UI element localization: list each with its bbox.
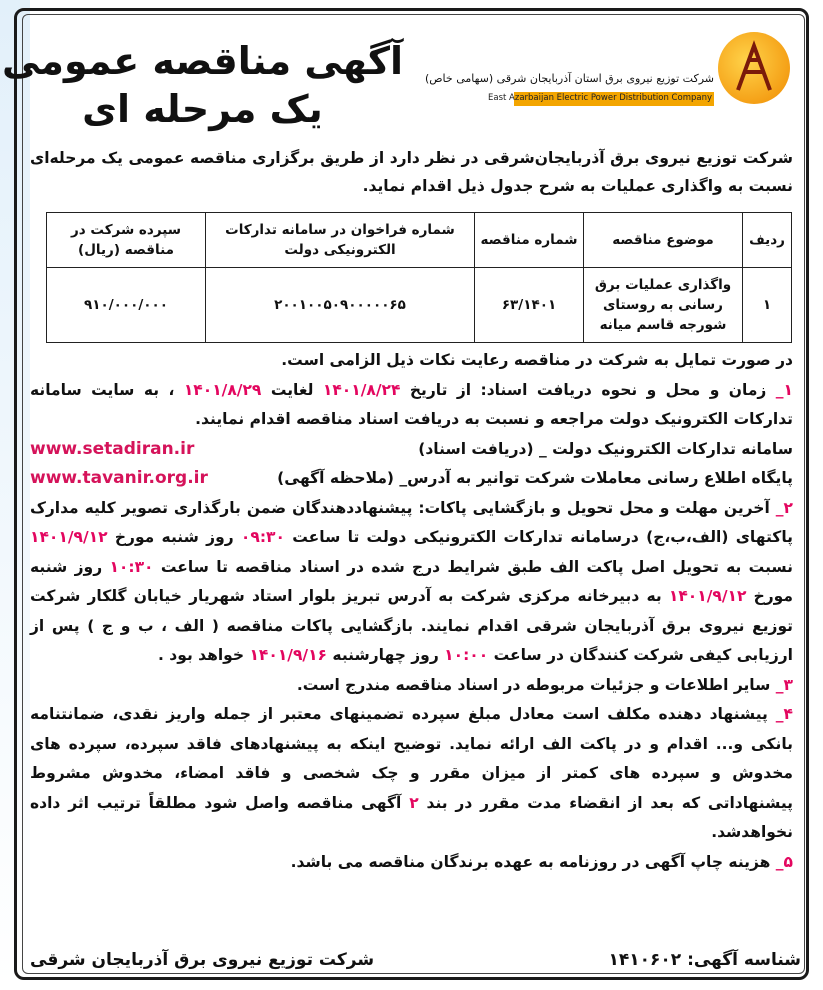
section-2-date-2: ۱۴۰۱/۹/۱۲	[668, 587, 747, 605]
section-1-date-to: ۱۴۰۱/۸/۲۹	[183, 380, 262, 399]
section-5-number: ۵_	[775, 852, 793, 871]
section-2	[30, 494, 793, 671]
company-logo	[424, 30, 798, 120]
cell-deposit: ۹۱۰/۰۰۰/۰۰۰	[47, 268, 206, 343]
section-3-number: ۳_	[775, 675, 793, 694]
section-1	[30, 376, 793, 435]
section-2-text-a: پیشنهاددهندگان ضمن بارگذاری تصویر کلیه مدارک پاکتهای (الف،ب،ج) درسامانه تدارکات الکترونیکی دولت تا ساعت	[30, 498, 793, 546]
title-line-2: یک مرحله ای	[82, 87, 323, 131]
site-row-tavanir	[30, 464, 793, 494]
section-4-text-b: آگهی مناقصه واصل شود مطلقاً ترتیب اثر داده نخواهدشد.	[30, 793, 793, 841]
site-setad-link[interactable]: www.setadiran.ir	[30, 438, 195, 459]
section-3-text: سایر اطلاعات و جزئیات مربوطه در اسناد مناقصه مندرج است.	[296, 675, 771, 694]
section-5	[30, 848, 793, 878]
pylon-icon	[718, 32, 790, 104]
header-row-number: ردیف	[743, 213, 792, 268]
section-2-date-1: ۱۴۰۱/۹/۱۲	[30, 528, 108, 546]
logo-company-name-fa: شرکت توزیع نیروی برق استان آذربایجان شرقی (سهامی خاص)	[424, 72, 714, 85]
section-4-number: ۴_	[775, 705, 793, 723]
footer-company: شرکت توزیع نیروی برق آذربایجان شرقی	[30, 950, 375, 970]
table-header-row	[47, 213, 792, 268]
section-4-text-a: پیشنهاد دهنده مکلف است معادل مبلغ سپرده تضمینهای معتبر از جمله واریز نقدی، ضمانتنامه بانکی و... اقدام و در پاکت الف ارائه نماید. توضیح اینکه به پیشنهادهای فاقد سپرده، سپرده های مخدوش و سپرده های کمتر از میزان مقرر و چک شخصی و فاقد امضاء، مخدوش مشروط پیشنهاداتی که بعد از انقضاء مدت مقرر در بند	[30, 705, 794, 812]
logo-company-name-en: East Azarbaijan Electric Power Distribution Company	[488, 93, 712, 103]
section-1-date-from: ۱۴۰۱/۸/۲۴	[322, 380, 401, 399]
section-2-text-e: به دبیرخانه مرکزی شرکت به آدرس تبریز بلوار استاد شهریار خیابان گلکار شرکت توزیع نیروی برق آذربایجان شرقی اقدام نمایند. بازگشایی پاکات مناقصه ( الف ، ب و ج ) پس از ارزیابی کیفی شرکت کنندگان در ساعت	[30, 587, 793, 664]
body-intro-line: در صورت تمایل به شرکت در مناقصه رعایت نکات ذیل الزامی است.	[281, 351, 793, 369]
cell-call-number: ۲۰۰۱۰۰۵۰۹۰۰۰۰۰۶۵	[206, 268, 475, 343]
cell-subject: واگذاری عملیات برق رسانی به روستای شورجه قاسم میانه	[584, 268, 743, 343]
site-setad-label: سامانه تدارکات الکترونیک دولت _ (دریافت اسناد)	[418, 439, 793, 458]
notice-id-label: شناسه آگهی:	[687, 950, 801, 970]
notice-id-value: ۱۴۱۰۶۰۲	[608, 950, 682, 970]
cell-tender-number: ۶۳/۱۴۰۱	[475, 268, 584, 343]
sun-pylon-logo-icon	[718, 32, 790, 104]
notice-id	[609, 950, 801, 970]
section-2-date-3: ۱۴۰۱/۹/۱۶	[249, 646, 328, 664]
section-1-text-a: از تاریخ	[409, 380, 472, 399]
site-tavanir-link[interactable]: www.tavanir.org.ir	[30, 468, 208, 488]
section-2-text-g: خواهد بود .	[157, 646, 245, 664]
section-2-time-3: ۱۰:۰۰	[444, 646, 489, 664]
header-call-number: شماره فراخوان در سامانه تدارکات الکترونیکی دولت	[206, 213, 475, 268]
section-4	[30, 700, 793, 848]
section-1-text-b: لغایت	[270, 380, 314, 399]
section-2-title: آخرین مهلت و محل تحویل و بازگشایی پاکات:	[418, 498, 770, 517]
section-2-text-d: روز شنبه مورخ	[30, 557, 793, 605]
section-1-text-c: ، به سایت سامانه تدارکات الکترونیک دولت مراجعه و نسبت به دریافت اسناد مناقصه اقدام نمایند.	[30, 380, 793, 428]
header-deposit: سپرده شرکت در مناقصه (ریال)	[47, 213, 206, 268]
section-2-text-f: روز چهارشنبه	[332, 646, 439, 664]
section-2-time-1: ۰۹:۳۰	[240, 528, 285, 546]
section-2-text-b: روز شنبه مورخ	[114, 528, 234, 546]
section-1-number: ۱_	[775, 380, 793, 399]
table-row	[47, 268, 792, 343]
title-line-1: آگهی مناقصه عمومی	[1, 39, 403, 83]
section-2-time-2: ۱۰:۳۰	[109, 557, 154, 576]
section-1-title: زمان و محل و نحوه دریافت اسناد:	[480, 380, 767, 399]
intro-paragraph: شرکت توزیع نیروی برق آذربایجان‌شرقی در نظر دارد از طریق برگزاری مناقصه عمومی یک مرحله‌ای نسبت به واگذاری عملیات به شرح جدول ذیل اقدام نماید.	[30, 149, 793, 195]
section-4-ref: ۲	[409, 793, 419, 812]
section-2-text-c: نسبت به تحویل اصل پاکت الف طبق شرایط درج شده در اسناد مناقصه تا ساعت	[160, 557, 793, 576]
tender-table	[46, 212, 792, 343]
section-2-number: ۲_	[775, 498, 793, 517]
site-row-setad	[30, 435, 793, 465]
section-5-text: هزینه چاپ آگهی در روزنامه به عهده برندگان مناقصه می باشد.	[290, 852, 771, 871]
site-tavanir-label: پایگاه اطلاع رسانی معاملات شرکت توانیر به آدرس_ (ملاحظه آگهی)	[277, 469, 793, 487]
notice-title	[2, 38, 403, 132]
notice-footer	[30, 950, 801, 970]
cell-row-number: ۱	[743, 268, 792, 343]
header-subject: موضوع مناقصه	[584, 213, 743, 268]
notice-body	[30, 346, 793, 877]
section-3	[30, 671, 793, 701]
header-tender-number: شماره مناقصه	[475, 213, 584, 268]
